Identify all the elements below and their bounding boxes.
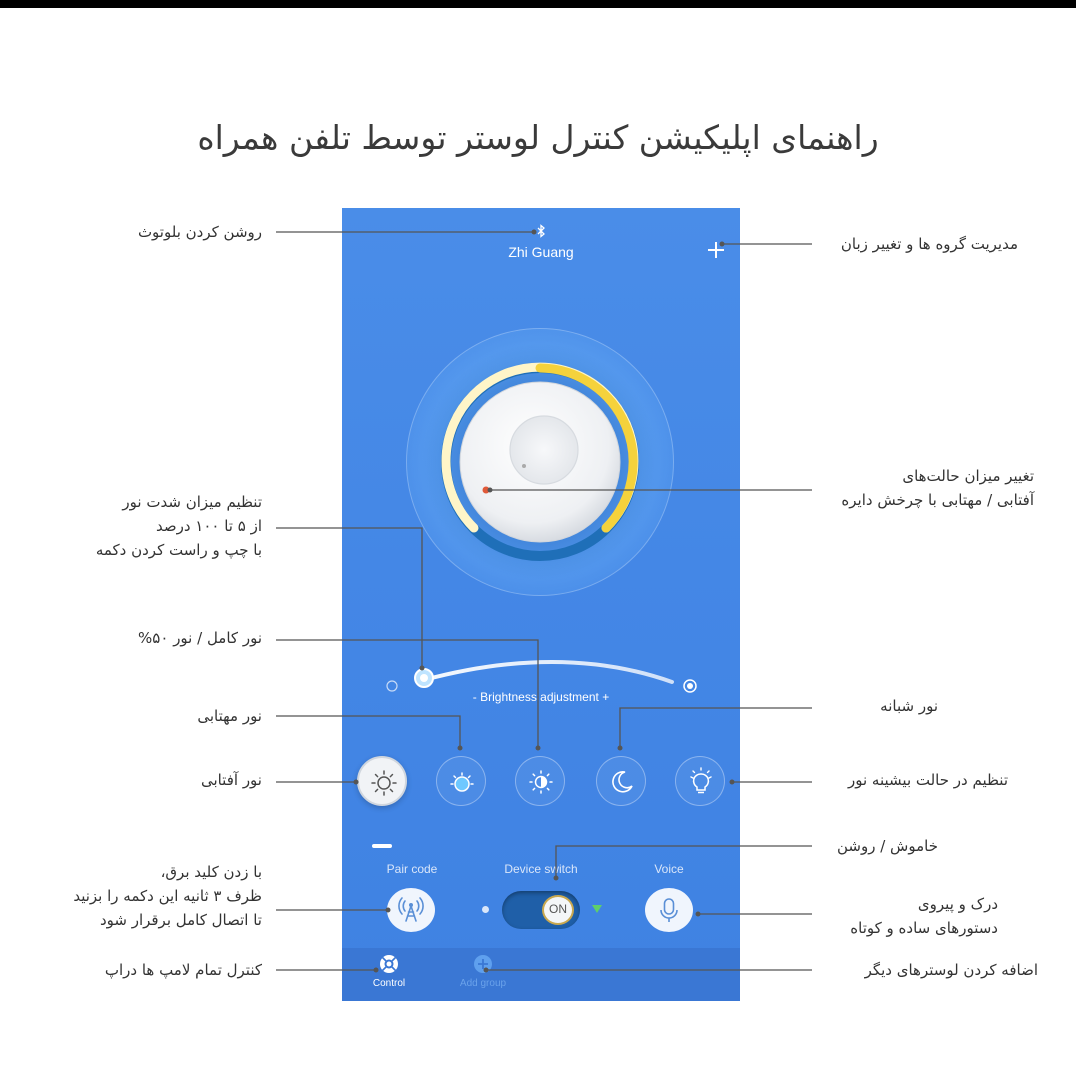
bluetooth-icon[interactable] xyxy=(534,224,548,238)
tab-add-group[interactable] xyxy=(448,952,518,989)
microphone-icon xyxy=(645,888,693,932)
lightbulb-icon xyxy=(676,757,726,807)
sun-mode-button[interactable] xyxy=(357,756,407,806)
callout-night-light: نور شبانه xyxy=(880,697,938,715)
page-indicator xyxy=(372,844,392,848)
device-switch-label: Device switch xyxy=(504,862,578,876)
callout-voice xyxy=(818,892,998,940)
voice-label: Voice xyxy=(654,862,684,876)
callout-pair-line1: با زدن کلید برق، xyxy=(160,863,262,881)
callout-add-group: اضافه کردن لوسترهای دیگر xyxy=(864,961,1038,979)
callout-groups-language: مدیریت گروه ها و تغییر زبان xyxy=(840,235,1018,253)
callout-full-half: نور کامل / نور ۵۰% xyxy=(138,629,262,647)
callout-mode-change xyxy=(818,464,1034,512)
add-plus-button[interactable] xyxy=(704,238,728,262)
brightness-half-icon xyxy=(516,757,566,807)
antenna-tower-icon xyxy=(387,888,435,932)
moon-icon xyxy=(597,757,647,807)
callout-pair-line3: تا اتصال کامل برقرار شود xyxy=(99,911,262,929)
callout-mode-change-line2: آفتابی / مهتابی با چرخش دایره xyxy=(841,491,1034,509)
pair-code-label: Pair code xyxy=(386,862,438,876)
callout-moonlight: نور مهتابی xyxy=(197,707,262,725)
callout-intensity xyxy=(60,490,262,562)
pair-code-button[interactable] xyxy=(387,888,435,932)
device-switch-toggle[interactable] xyxy=(502,891,580,929)
sun-half-icon xyxy=(437,757,487,807)
callout-control-all: کنترل تمام لامپ ها دراپ xyxy=(104,961,262,979)
callout-bluetooth: روشن کردن بلوتوث xyxy=(137,223,262,241)
tab-bar xyxy=(342,948,740,1001)
callout-on-off: خاموش / روشن xyxy=(836,837,938,855)
plus-circle-icon xyxy=(471,952,495,976)
lifebuoy-icon xyxy=(377,952,401,976)
app-name: Zhi Guang xyxy=(508,244,574,260)
brightness-label: - Brightness adjustment + xyxy=(472,690,610,704)
color-temperature-dial[interactable] xyxy=(406,328,674,596)
app-screen xyxy=(342,208,740,1001)
voice-button[interactable] xyxy=(645,888,693,932)
sun-icon xyxy=(359,758,409,808)
top-bar xyxy=(0,0,1076,8)
half-light-mode-button[interactable] xyxy=(515,756,565,806)
callout-intensity-line1: تنظیم میزان شدت نور xyxy=(122,493,262,511)
tab-add-group-label: Add group xyxy=(459,978,507,989)
night-mode-button[interactable] xyxy=(596,756,646,806)
moon-light-mode-button[interactable] xyxy=(436,756,486,806)
callout-intensity-line3: با چپ و راست کردن دکمه xyxy=(95,541,262,559)
callout-voice-line2: دستورهای ساده و کوتاه xyxy=(850,919,998,937)
toggle-state-text: ON xyxy=(549,902,567,916)
callout-sunlight: نور آفتابی xyxy=(200,771,262,789)
tab-control-label: Control xyxy=(372,978,406,989)
callout-intensity-line2: از ۵ تا ۱۰۰ درصد xyxy=(155,517,262,535)
callout-mode-change-line1: تغییر میزان حالت‌های xyxy=(902,467,1034,485)
callout-voice-line1: درک و پیروی xyxy=(917,895,998,913)
callout-pair xyxy=(40,860,262,932)
off-indicator xyxy=(482,906,489,913)
callout-pair-line2: ظرف ۳ ثانیه این دکمه را بزنید xyxy=(73,887,262,905)
page-title: راهنمای اپلیکیشن کنترل لوستر توسط تلفن همراه xyxy=(197,118,879,157)
max-light-mode-button[interactable] xyxy=(675,756,725,806)
on-indicator xyxy=(592,905,602,913)
tab-control[interactable] xyxy=(354,952,424,989)
callout-max-light: تنظیم در حالت بیشینه نور xyxy=(848,771,1008,789)
